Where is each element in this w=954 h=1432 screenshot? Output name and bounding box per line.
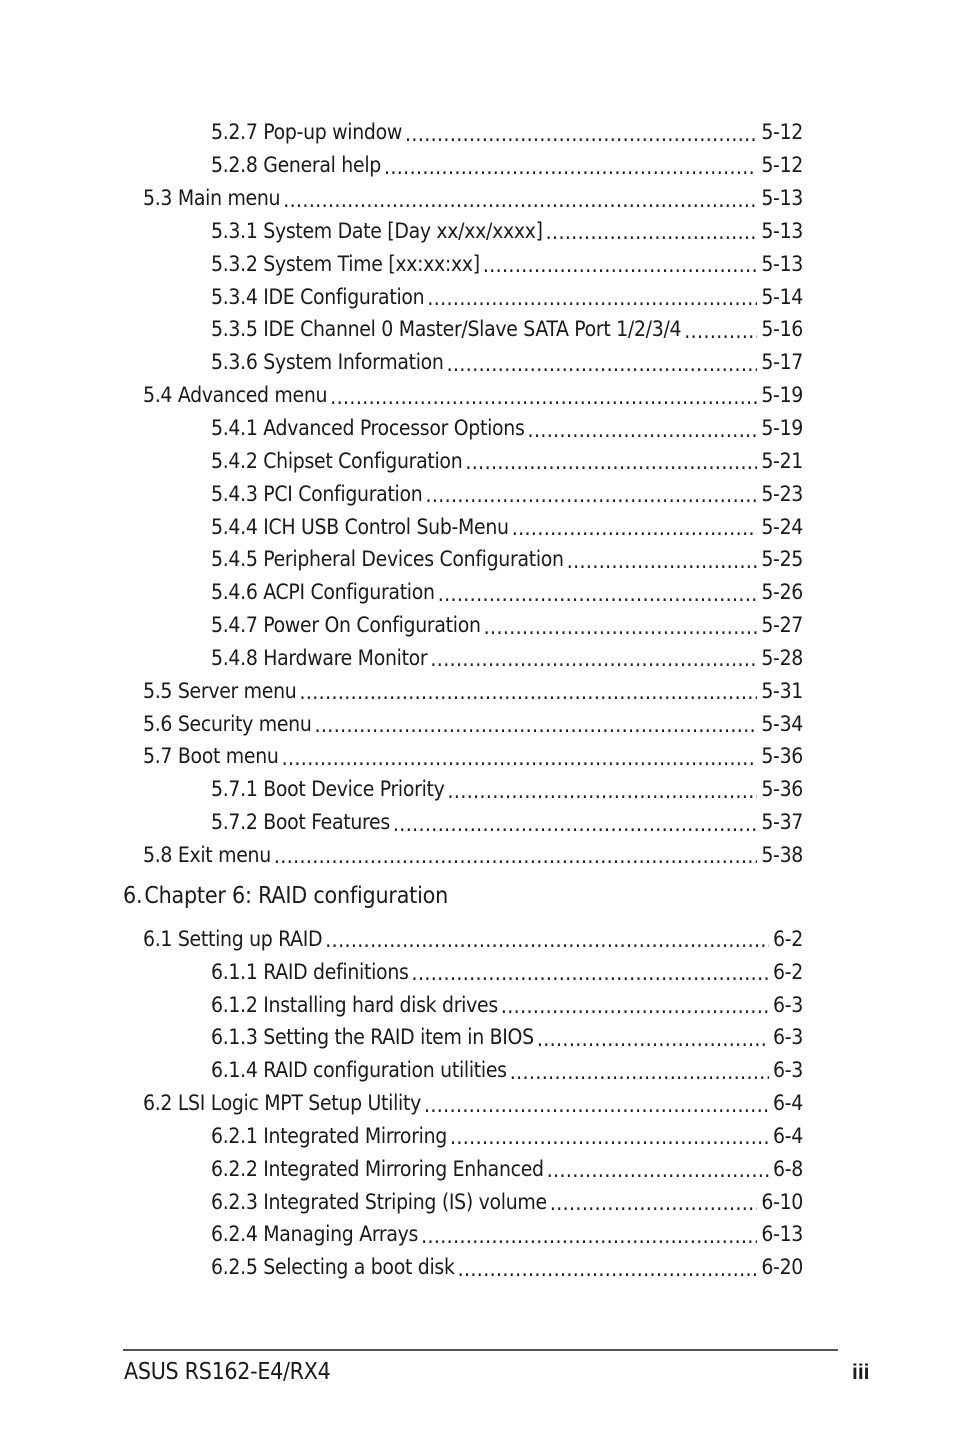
toc-entry[interactable]	[211, 346, 803, 379]
dot-leader	[501, 996, 769, 1017]
footer-page-number: iii	[852, 1361, 870, 1384]
toc-entry-page: 5-24	[761, 514, 803, 539]
toc-entry-label: 5.4.8 Hardware Monitor	[211, 646, 430, 670]
toc-entry[interactable]	[211, 642, 803, 675]
toc-entry-label: 5.4 Advanced menu	[143, 383, 330, 407]
dot-leader	[537, 1029, 769, 1050]
toc-entry-label: 5.5 Server menu	[143, 679, 299, 703]
toc-entry-label: 6.2.5 Selecting a boot disk	[211, 1255, 458, 1279]
toc-entry-page: 6-2	[773, 959, 803, 984]
toc-entry[interactable]	[211, 1251, 803, 1284]
toc-entry-label: 5.3.6 System Information	[211, 350, 447, 374]
toc-entry-page: 6-2	[773, 926, 803, 951]
toc-entry[interactable]	[211, 313, 803, 346]
toc-entry[interactable]	[211, 1054, 803, 1087]
toc-entry[interactable]	[211, 1021, 803, 1054]
dot-leader	[425, 485, 757, 506]
toc-entry-page: 5-19	[761, 416, 803, 441]
toc-entry-label: 5.6 Security menu	[143, 712, 315, 736]
toc-entry-label: 5.3.1 System Date [Day xx/xx/xxxx]	[211, 219, 546, 243]
toc-entry-page: 5-31	[761, 678, 803, 703]
toc-entry[interactable]	[211, 149, 803, 182]
toc-entry[interactable]	[211, 988, 803, 1021]
toc-entry[interactable]	[211, 543, 803, 576]
toc-entry[interactable]	[211, 116, 803, 149]
dot-leader	[282, 748, 758, 769]
footer-document-title: ASUS RS162-E4/RX4	[124, 1359, 331, 1385]
toc-entry-label: 5.7.2 Boot Features	[211, 810, 393, 834]
dot-leader	[330, 387, 757, 408]
toc-entry[interactable]	[211, 576, 803, 609]
toc-entry-page: 5-13	[761, 186, 803, 211]
toc-entry[interactable]	[143, 707, 803, 740]
toc-entry-page: 5-25	[761, 547, 803, 572]
toc-entry-label: 6.1.2 Installing hard disk drives	[211, 993, 501, 1017]
toc-entry-page: 6-8	[773, 1156, 803, 1181]
chapter-number: 6.	[123, 882, 143, 909]
toc-entry-page: 5-19	[761, 383, 803, 408]
dot-leader	[547, 1160, 769, 1181]
dot-leader	[484, 617, 758, 638]
toc-entry-label: 6.2.3 Integrated Striping (IS) volume	[211, 1190, 550, 1214]
toc-entry[interactable]	[211, 412, 803, 445]
dot-leader	[427, 288, 757, 309]
toc-entry[interactable]	[143, 1087, 803, 1120]
toc-entry-label: 5.4.1 Advanced Processor Options	[211, 416, 528, 440]
toc-entry-label: 5.4.3 PCI Configuration	[211, 482, 425, 506]
toc-entry[interactable]	[211, 609, 803, 642]
chapter-title: Chapter 6: RAID configuration	[144, 882, 448, 909]
toc-entry-page: 5-26	[761, 580, 803, 605]
dot-leader	[450, 1127, 769, 1148]
toc-entry[interactable]	[211, 477, 803, 510]
dot-leader	[458, 1259, 758, 1280]
toc-entry-label: 5.4.4 ICH USB Control Sub-Menu	[211, 515, 512, 539]
toc-entry-label: 5.4.2 Chipset Configuration	[211, 449, 465, 473]
dot-leader	[510, 1062, 769, 1083]
toc-entry-label: 5.8 Exit menu	[143, 843, 274, 867]
toc-section-chapter-6	[0, 922, 954, 1283]
toc-entry-page: 6-10	[761, 1189, 803, 1214]
toc-entry-label: 5.4.7 Power On Configuration	[211, 613, 484, 637]
toc-entry-label: 6.2.1 Integrated Mirroring	[211, 1124, 450, 1148]
toc-entry-page: 5-21	[761, 448, 803, 473]
dot-leader	[299, 682, 757, 703]
toc-entry-label: 6.2 LSI Logic MPT Setup Utility	[143, 1091, 424, 1115]
toc-entry-label: 6.1.3 Setting the RAID item in BIOS	[211, 1025, 537, 1049]
dot-leader	[550, 1193, 758, 1214]
toc-entry-page: 6-3	[773, 992, 803, 1017]
dot-leader	[465, 452, 757, 473]
toc-entry-label: 5.3.2 System Time [xx:xx:xx]	[211, 252, 483, 276]
dot-leader	[567, 551, 758, 572]
toc-section-chapter-5	[0, 116, 954, 871]
toc-entry-page: 6-3	[773, 1025, 803, 1050]
toc-entry[interactable]	[143, 922, 803, 955]
toc-entry[interactable]	[143, 740, 803, 773]
chapter-heading	[123, 875, 954, 916]
toc-entry[interactable]	[143, 839, 803, 872]
dot-leader	[424, 1095, 769, 1116]
toc-entry[interactable]	[211, 1152, 803, 1185]
dot-leader	[325, 930, 769, 951]
toc-entry-label: 5.2.8 General help	[211, 153, 384, 177]
toc-entry-page: 5-12	[761, 120, 803, 145]
toc-entry-label: 6.1.1 RAID definitions	[211, 960, 412, 984]
toc-entry-page: 6-20	[761, 1255, 803, 1280]
toc-entry-page: 5-13	[761, 218, 803, 243]
toc-entry-label: 5.4.5 Peripheral Devices Configuration	[211, 547, 567, 571]
toc-entry-label: 6.1.4 RAID configuration utilities	[211, 1058, 510, 1082]
toc-entry-page: 5-23	[761, 481, 803, 506]
toc-entry-page: 6-4	[773, 1091, 803, 1116]
toc-entry-page: 5-34	[761, 711, 803, 736]
toc-entry[interactable]	[143, 182, 803, 215]
dot-leader	[546, 222, 758, 243]
dot-leader	[447, 354, 758, 375]
toc-entry[interactable]	[211, 247, 803, 280]
dot-leader	[315, 715, 758, 736]
toc-entry-page: 5-28	[761, 645, 803, 670]
footer-divider	[123, 1349, 838, 1351]
toc-entry[interactable]	[211, 773, 803, 806]
toc-entry-label: 5.7 Boot menu	[143, 744, 282, 768]
toc-entry-page: 6-4	[773, 1123, 803, 1148]
toc-entry-label: 5.2.7 Pop-up window	[211, 120, 405, 144]
toc-entry[interactable]	[143, 379, 803, 412]
dot-leader	[274, 846, 757, 867]
toc-entry-page: 5-14	[761, 284, 803, 309]
toc-entry-page: 5-12	[761, 153, 803, 178]
toc-entry-page: 5-36	[761, 777, 803, 802]
dot-leader	[405, 124, 757, 145]
dot-leader	[512, 518, 758, 539]
toc-entry[interactable]	[211, 510, 803, 543]
toc-entry-page: 5-27	[761, 613, 803, 638]
dot-leader	[421, 1226, 757, 1247]
toc-entry-page: 5-13	[761, 251, 803, 276]
toc-entry[interactable]	[211, 280, 803, 313]
toc-entry-label: 6.1 Setting up RAID	[143, 927, 325, 951]
toc-entry[interactable]	[143, 674, 803, 707]
toc-entry-page: 6-13	[761, 1222, 803, 1247]
toc-entry-label: 6.2.2 Integrated Mirroring Enhanced	[211, 1157, 547, 1181]
toc-entry-label: 5.4.6 ACPI Configuration	[211, 580, 438, 604]
toc-entry-page: 5-38	[761, 842, 803, 867]
toc-entry-page: 5-17	[761, 350, 803, 375]
toc-entry-label: 5.3.4 IDE Configuration	[211, 285, 427, 309]
dot-leader	[448, 781, 758, 802]
toc-entry[interactable]	[211, 1218, 803, 1251]
dot-leader	[393, 814, 757, 835]
toc-entry[interactable]	[211, 1185, 803, 1218]
dot-leader	[384, 157, 757, 178]
toc-entry-label: 5.3.5 IDE Channel 0 Master/Slave SATA Port 1/2/3/4	[211, 317, 684, 341]
toc-entry-label: 6.2.4 Managing Arrays	[211, 1222, 421, 1246]
toc-entry[interactable]	[211, 955, 803, 988]
table-of-contents	[0, 116, 954, 1284]
toc-entry-label: 5.3 Main menu	[143, 186, 283, 210]
dot-leader	[283, 190, 757, 211]
toc-entry[interactable]	[211, 1119, 803, 1152]
toc-entry[interactable]	[211, 444, 803, 477]
dot-leader	[430, 649, 757, 670]
dot-leader	[438, 584, 758, 605]
dot-leader	[684, 321, 757, 342]
dot-leader	[483, 255, 758, 276]
dot-leader	[528, 420, 758, 441]
toc-entry-page: 5-36	[761, 744, 803, 769]
dot-leader	[412, 963, 769, 984]
toc-entry-page: 6-3	[773, 1058, 803, 1083]
toc-entry-page: 5-37	[761, 810, 803, 835]
toc-entry-label: 5.7.1 Boot Device Priority	[211, 777, 448, 801]
toc-entry-page: 5-16	[761, 317, 803, 342]
toc-entry[interactable]	[211, 806, 803, 839]
toc-entry[interactable]	[211, 215, 803, 248]
